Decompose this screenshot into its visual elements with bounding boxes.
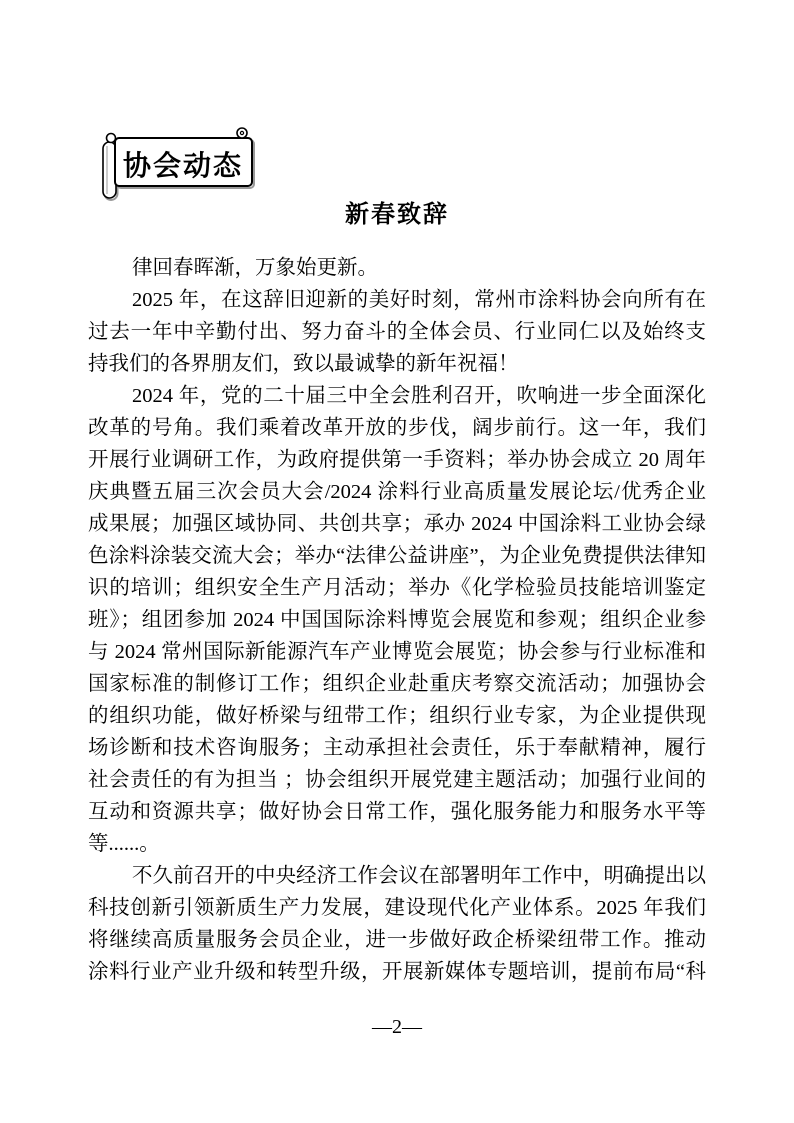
- body-line: 涂料行业产业升级和转型升级，开展新媒体专题培训，提前布局“科: [88, 961, 706, 983]
- body-line: 改革的号角。我们乘着改革开放的步伐，阔步前行。这一年，我们: [88, 417, 706, 439]
- body-line: 识的培训；组织安全生产月活动；举办《化学检验员技能培训鉴定: [88, 577, 706, 599]
- body-line: 律回春晖渐，万象始更新。: [132, 257, 378, 279]
- body-line: 等......。: [88, 833, 160, 855]
- body-line: 班》；组团参加 2024 中国国际涂料博览会展览和参观；组织企业参: [88, 609, 706, 631]
- body-line: 社会责任的有为担当 ；协会组织开展党建主题活动；加强行业间的: [88, 769, 706, 791]
- body-line: 开展行业调研工作，为政府提供第一手资料；举办协会成立 20 周年: [88, 449, 706, 471]
- page-number: —2—: [372, 1016, 422, 1038]
- banner-label: 协会动态: [122, 151, 243, 182]
- body-line: 2025 年，在这辞旧迎新的美好时刻，常州市涂料协会向所有在: [132, 289, 706, 311]
- page-title: 新春致辞: [345, 202, 449, 228]
- body-line: 2024 年，党的二十届三中全会胜利召开，吹响进一步全面深化: [132, 385, 706, 407]
- body-line: 的组织功能，做好桥梁与纽带工作；组织行业专家，为企业提供现: [88, 705, 706, 727]
- body-text: [88, 252, 706, 988]
- body-line: 过去一年中辛勤付出、努力奋斗的全体会员、行业同仁以及始终支: [88, 321, 706, 343]
- body-line: 将继续高质量服务会员企业，进一步做好政企桥梁纽带工作。推动: [88, 929, 706, 951]
- scroll-banner: [99, 124, 255, 204]
- body-line: 互动和资源共享；做好协会日常工作，强化服务能力和服务水平等: [88, 801, 706, 823]
- body-line: 科技创新引领新质生产力发展，建设现代化产业体系。2025 年我们: [88, 897, 706, 919]
- body-line: 庆典暨五届三次会员大会/2024 涂料行业高质量发展论坛/优秀企业: [88, 481, 706, 503]
- body-line: 成果展；加强区域协同、共创共享；承办 2024 中国涂料工业协会绿: [88, 513, 706, 535]
- body-line: 色涂料涂装交流大会；举办“法律公益讲座”，为企业免费提供法律知: [88, 545, 706, 567]
- body-line: 持我们的各界朋友们，致以最诚挚的新年祝福！: [88, 353, 519, 375]
- body-line: 国家标准的制修订工作；组织企业赴重庆考察交流活动；加强协会: [88, 673, 706, 695]
- body-line: 与 2024 常州国际新能源汽车产业博览会展览；协会参与行业标准和: [88, 641, 706, 663]
- body-line: 不久前召开的中央经济工作会议在部署明年工作中，明确提出以: [132, 865, 706, 887]
- body-line: 场诊断和技术咨询服务；主动承担社会责任，乐于奉献精神，履行: [88, 737, 706, 759]
